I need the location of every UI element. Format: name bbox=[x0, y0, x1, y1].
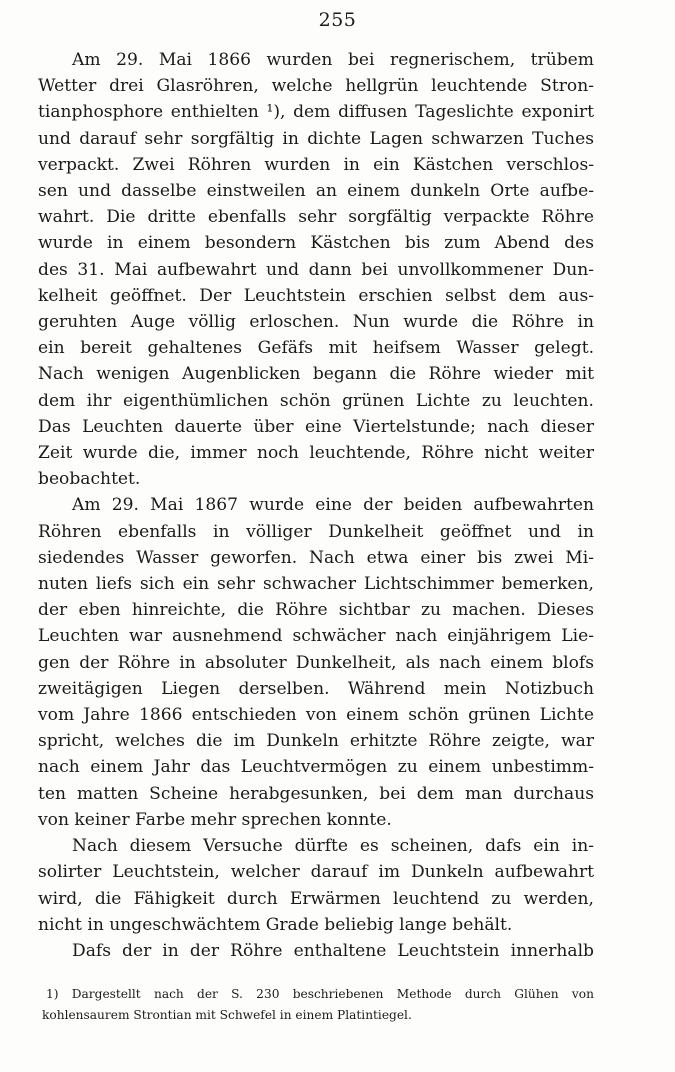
text-line: Leuchten war ausnehmend schwächer nach einjährigem Lie- bbox=[38, 626, 594, 647]
text-line: vom Jahre 1866 entschieden von einem schön grünen Lichte bbox=[38, 705, 594, 726]
text-line: beobachtet. bbox=[38, 469, 141, 490]
text-line: geruhten Auge völlig erloschen. Nun wurde die Röhre in bbox=[38, 312, 594, 333]
text-line: nach einem Jahr das Leuchtvermögen zu einem unbestimm- bbox=[38, 757, 594, 778]
paragraph bbox=[38, 47, 594, 492]
text-line: siedendes Wasser geworfen. Nach etwa einer bis zwei Mi- bbox=[38, 547, 594, 568]
text-line: nicht in ungeschwächtem Grade beliebig lange behält. bbox=[38, 914, 513, 935]
text-line: Nach wenigen Augenblicken begann die Röhre wieder mit bbox=[38, 364, 594, 385]
text-line: Am 29. Mai 1866 wurden bei regnerischem, trübem bbox=[72, 50, 594, 70]
page-number: 255 bbox=[318, 9, 357, 31]
text-line: und darauf sehr sorgfältig in dichte Lagen schwarzen Tuches bbox=[38, 128, 594, 149]
text-line: Das Leuchten dauerte über eine Viertelstunde; nach dieser bbox=[38, 416, 594, 437]
text-line: verpackt. Zwei Röhren wurden in ein Kästchen verschlos- bbox=[38, 154, 594, 175]
text-line: Wetter drei Glasröhren, welche hellgrün leuchtende Stron- bbox=[38, 76, 594, 97]
footnote-line: 1) Dargestellt nach der S. 230 beschriebenen Methode durch Glühen von bbox=[46, 987, 594, 1001]
text-line: gen der Röhre in absoluter Dunkelheit, als nach einem blofs bbox=[38, 652, 594, 673]
text-line: wahrt. Die dritte ebenfalls sehr sorgfältig verpackte Röhre bbox=[38, 207, 594, 228]
text-line: ten matten Scheine herabgesunken, bei dem man durchaus bbox=[38, 783, 594, 804]
paragraph bbox=[38, 492, 594, 833]
text-line: wird, die Fähigkeit durch Erwärmen leuchtend zu werden, bbox=[38, 888, 594, 909]
text-line: wurde in einem besondern Kästchen bis zum Abend des bbox=[38, 233, 594, 254]
text-line: Röhren ebenfalls in völliger Dunkelheit geöffnet und in bbox=[38, 521, 594, 542]
text-line: dem ihr eigenthümlichen schön grünen Lichte zu leuchten. bbox=[38, 390, 594, 411]
footnote-line: kohlensaurem Strontian mit Schwefel in einem Platintiegel. bbox=[42, 1008, 412, 1022]
text-line: nuten liefs sich ein sehr schwacher Lichtschimmer bemerken, bbox=[38, 574, 594, 595]
footnote bbox=[42, 984, 594, 1026]
text-line: Zeit wurde die, immer noch leuchtende, Röhre nicht weiter bbox=[38, 443, 594, 464]
text-line: spricht, welches die im Dunkeln erhitzte Röhre zeigte, war bbox=[38, 731, 594, 752]
text-line: zweitägigen Liegen derselben. Während mein Notizbuch bbox=[38, 678, 594, 699]
paragraph bbox=[38, 938, 594, 964]
text-line: der eben hinreichte, die Röhre sichtbar zu machen. Dieses bbox=[38, 600, 594, 621]
text-line: Am 29. Mai 1867 wurde eine der beiden aufbewahrten bbox=[72, 495, 594, 516]
text-line: solirter Leuchtstein, welcher darauf im Dunkeln aufbewahrt bbox=[38, 862, 594, 883]
text-line: sen und dasselbe einstweilen an einem dunkeln Orte aufbe- bbox=[38, 181, 594, 202]
text-line: ein bereit gehaltenes Gefäfs mit heifsem Wasser gelegt. bbox=[38, 338, 594, 359]
text-line: des 31. Mai aufbewahrt und dann bei unvollkommener Dun- bbox=[38, 259, 594, 280]
text-line: Dafs der in der Röhre enthaltene Leuchtstein innerhalb bbox=[72, 940, 594, 961]
text-line: von keiner Farbe mehr sprechen konnte. bbox=[38, 809, 392, 830]
text-line: tianphosphore enthielten ¹), dem diffusen Tageslichte exponirt bbox=[38, 102, 594, 123]
text-line: kelheit geöffnet. Der Leuchtstein erschien selbst dem aus- bbox=[38, 285, 594, 306]
body-text bbox=[38, 47, 594, 964]
paragraph bbox=[38, 833, 594, 938]
text-line: Nach diesem Versuche dürfte es scheinen, dafs ein in- bbox=[72, 836, 594, 857]
